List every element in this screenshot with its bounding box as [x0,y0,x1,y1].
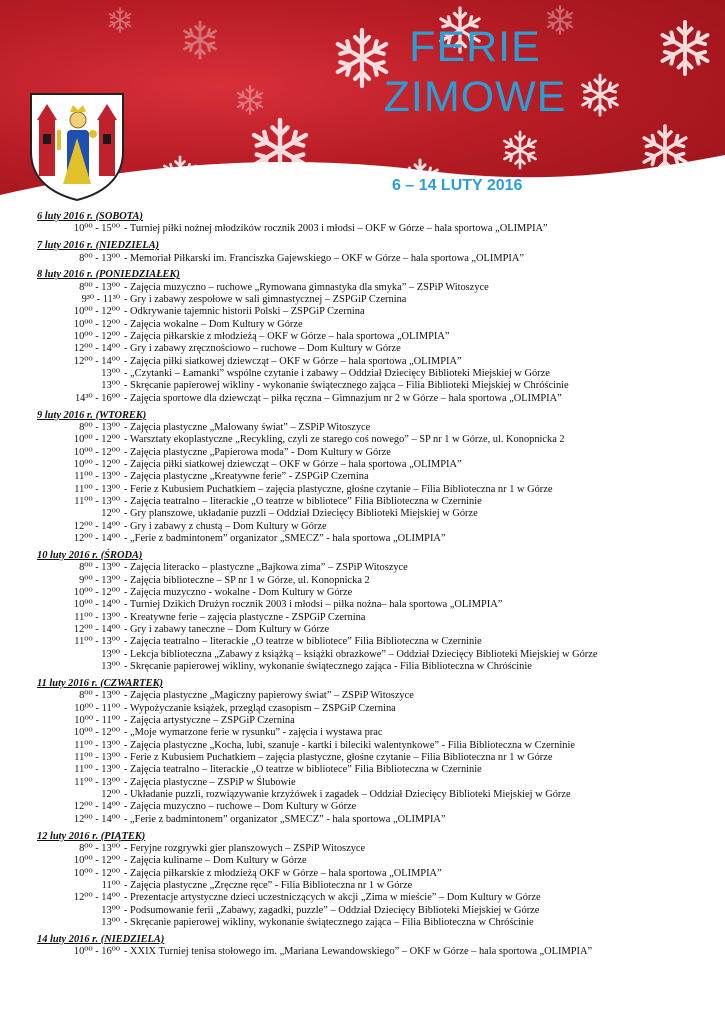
day-heading: 7 luty 2016 r. (NIEDZIELA) [37,240,160,252]
event-row [37,703,717,715]
event-description: - Zajęcia plastyczne – ZSPiP w Ślubowie [124,776,296,788]
event-time: 10⁰⁰ - 12⁰⁰ [73,331,120,343]
event-row [37,649,717,661]
event-time: 11⁰⁰ - 13⁰⁰ [74,483,120,495]
event-dates: 6 – 14 LUTY 2016 [392,177,523,194]
event-description: - Memoriał Piłkarski im. Franciszka Gajewskiego – OKF w Górze – hala sportowa „OLIMPIA” [124,252,524,264]
day-section [37,265,717,405]
day-heading: 12 luty 2016 r. (PIĄTEK) [37,830,146,842]
event-description: - Skręcanie papierowej wikliny, wykonanie świątecznego zająca – Filia Biblioteczna w Chróścinie [124,916,534,928]
event-description: - Zajęcia biblioteczne – SP nr 1 w Górze, ul. Konopnicka 2 [124,574,370,586]
event-time: 10⁰⁰ - 12⁰⁰ [73,459,120,471]
event-description: - Zajęcia plastyczne „Kreatywne ferie” - ZSPGiP Czernina [124,471,369,483]
event-description: - Lekcja biblioteczna „Zabawy z książką – książki obrazkowe” – Oddział Dziecięcy Biblioteki Miejskiej w Górze [124,648,598,660]
event-time: 13⁰⁰ [101,904,120,916]
event-row [37,459,717,471]
event-description: - Gry i zabawy taneczne – Dom Kultury w Górze [124,624,330,635]
event-description: - Zajęcia plastyczne „Malowany świat” – ZSPiP Witoszyce [124,422,371,433]
event-row [37,447,717,459]
event-time: 8⁰⁰ - 13⁰⁰ [79,562,120,574]
event-time: 10⁰⁰ - 12⁰⁰ [73,586,120,598]
event-description: - Zajęcia piłki siatkowej dziewcząt – OKF w Górze – hala sportowa „OLIMPIA” [124,459,462,471]
day-heading: 8 luty 2016 r. (PONIEDZIAŁEK) [37,269,180,281]
event-time: 12⁰⁰ - 14⁰⁰ [73,343,120,355]
event-description: - Gry i zabawy zespołowe w sali gimnastycznej – ZSPGiP Czernina [124,294,407,306]
event-description: - Turniej piłki nożnej młodzików rocznik 2003 i młodsi – OKF w Górze – hala sportowa „OLIMPIA” [124,223,548,235]
event-row [37,777,717,789]
event-time: 12⁰⁰ - 14⁰⁰ [73,520,120,532]
event-time: 12⁰⁰ - 14⁰⁰ [73,355,120,367]
event-description: - Zajęcia plastyczne „Magiczny papierowy świat” – ZSPiP Witoszyce [124,690,414,702]
event-description: - Zajęcia kulinarne – Dom Kultury w Górze [124,855,307,867]
event-description: - Zajęcia plastyczne „Kocha, lubi, szanuje - kartki i bileciki walentynkowe” - Filia Biblioteczna w Czerninie [124,739,575,751]
event-description: - Warsztaty ekoplastyczne „Recykling, czyli ze starego coś nowego” – SP nr 1 w Górze, ul. Konopnicka 2 [124,434,565,446]
event-time: 8⁰⁰ - 13⁰⁰ [79,842,120,854]
event-row [37,946,717,958]
event-time: 10⁰⁰ - 12⁰⁰ [73,727,120,739]
event-time: 13⁰⁰ [101,648,120,660]
event-row [37,496,717,508]
event-description: - Skręcanie papierowej wikliny, wykonanie świątecznego zająca - Filia Biblioteczna w Chróścinie [124,661,532,673]
event-description: - Ferie z Kubusiem Puchatkiem – zajęcia plastyczne, głośne czytanie – Filia Biblioteczna nr 1 w Górze [124,483,553,495]
event-description: - Zajęcia piłkarskie z młodzieżą OKF w Górze – hala sportowa „OLIMPIA” [124,867,442,879]
event-description: - Zajęcia muzyczno - wokalne - Dom Kultury w Górze [124,586,353,598]
event-description: - „Ferie z badmintonem” organizator „SMECZ” - hala sportowa „OLIMPIA” [124,813,446,825]
event-row [37,715,717,727]
event-time: 11⁰⁰ - 13⁰⁰ [74,739,120,751]
event-row [37,727,717,739]
event-time: 10⁰⁰ - 11⁰⁰ [74,714,120,726]
event-time: 8⁰⁰ - 13⁰⁰ [79,281,120,293]
event-description: - „Ferie z badmintonem” organizator „SMECZ” - hala sportowa „OLIMPIA” [124,533,446,545]
event-time: 11⁰⁰ - 13⁰⁰ [74,776,120,788]
event-row [37,740,717,752]
event-time: 12⁰⁰ [101,788,120,800]
title-line-2: ZIMOWE [383,73,567,121]
event-row [37,752,717,764]
event-row [37,843,717,855]
event-description: - Zajęcia artystyczne – ZSPGiP Czernina [124,714,295,726]
event-row [37,690,717,702]
snowflake-icon [663,22,708,74]
event-time: 12⁰⁰ - 14⁰⁰ [73,801,120,813]
event-row [37,223,717,235]
page-title [360,22,590,122]
day-section [37,211,717,236]
day-heading: 6 luty 2016 r. (SOBOTA) [37,211,143,222]
event-time: 10⁰⁰ - 15⁰⁰ [73,223,120,235]
event-description: - Zajęcia teatralno – literackie „O teatrze w bibliotece” Filia Biblioteczna w Czerninie [124,636,482,648]
event-time: 10⁰⁰ - 11⁰⁰ [74,702,120,714]
event-time: 9⁰⁰ - 13⁰⁰ [79,574,120,586]
event-row [37,814,717,826]
event-row [37,905,717,917]
event-row [37,917,717,929]
event-time: 13⁰⁰ [101,661,120,673]
event-row [37,599,717,611]
event-time: 10⁰⁰ - 12⁰⁰ [73,318,120,330]
event-description: - Zajęcia teatralno – literackie „O teatrze w bibliotece” Filia Biblioteczna w Czerninie [124,496,482,508]
event-time: 12⁰⁰ - 14⁰⁰ [73,813,120,825]
event-description: - Gry planszowe, układanie puzzli – Oddział Dziecięcy Biblioteki Miejskiej w Górze [124,508,478,520]
event-time: 13⁰⁰ [101,368,120,380]
event-time: 11⁰⁰ - 13⁰⁰ [74,496,120,508]
event-row [37,306,717,318]
event-time: 13⁰⁰ [101,916,120,928]
event-time: 10⁰⁰ - 12⁰⁰ [73,306,120,318]
coat-of-arms-icon [27,90,127,202]
event-row [37,319,717,331]
event-time: 14³⁰ - 16⁰⁰ [74,392,120,404]
day-heading: 11 luty 2016 r. (CZWARTEK) [37,677,163,689]
event-time: 11⁰⁰ - 13⁰⁰ [74,751,120,763]
event-description: - Podsumowanie ferii „Zabawy, zagadki, puzzle” – Oddział Dziecięcy Biblioteki Miejskiej w Górze [124,904,540,916]
event-description: - Zajęcia teatralno – literackie „O teatrze w bibliotece” Filia Biblioteczna w Czerninie [124,764,482,776]
event-row [37,484,717,496]
event-row [37,801,717,813]
event-description: - Zajęcia literacko – plastyczne „Bajkowa zima” – ZSPiP Witoszyce [124,562,408,574]
event-row [37,356,717,368]
event-description: - Zajęcia piłki siatkowej dziewcząt – OKF w Górze – hala sportowa „OLIMPIA” [124,355,462,367]
event-description: - Zajęcia muzyczno – ruchowe – Dom Kultury w Górze [124,801,357,813]
day-heading: 9 luty 2016 r. (WTOREK) [37,409,147,421]
event-row [37,471,717,483]
event-time: 8⁰⁰ - 13⁰⁰ [79,690,120,702]
day-section [37,826,717,929]
day-section [37,236,717,265]
event-description: - Skręcanie papierowej wikliny - wykonanie świątecznego zająca – Filia Biblioteki Miejskiej w Chróścinie [124,380,569,392]
event-description: - Zajęcia muzyczno – ruchowe „Rymowana gimnastyka dla smyka” – ZSPiP Witoszyce [124,281,489,293]
event-row [37,294,717,306]
event-description: - Odkrywanie tajemnic historii Polski – ZSPGiP Czernina [124,306,365,318]
event-row [37,253,717,265]
event-row [37,422,717,434]
event-row [37,789,717,801]
event-time: 10⁰⁰ - 12⁰⁰ [73,434,120,446]
event-row [37,521,717,533]
event-row [37,331,717,343]
event-description: - XXIX Turniej tenisa stołowego im. „Mariana Lewandowskiego” – OKF w Górze – hala sportowa „OLIMPIA” [124,946,593,958]
day-heading: 10 luty 2016 r. (ŚRODA) [37,549,143,561]
event-row [37,624,717,636]
schedule [37,211,717,958]
event-time: 11⁰⁰ - 13⁰⁰ [74,611,120,623]
event-description: - Zajęcia sportowe dla dziewcząt – piłka ręczna – Gimnazjum nr 2 w Górze – hala sportowa „OLIMPIA” [124,392,562,404]
event-description: - Zajęcia plastyczne „Zręczne ręce” - Filia Biblioteczna nr 1 w Górze [124,879,413,891]
event-time: 10⁰⁰ - 14⁰⁰ [73,599,120,611]
event-time: 10⁰⁰ - 12⁰⁰ [73,446,120,458]
event-description: - Prezentacje artystyczne dzieci uczestniczących w akcji „Zima w mieście” – Dom Kultury w Górze [124,892,541,904]
event-time: 12⁰⁰ [101,508,120,520]
event-time: 12⁰⁰ - 14⁰⁰ [73,533,120,545]
event-row [37,764,717,776]
event-row [37,562,717,574]
event-row [37,533,717,545]
event-row [37,868,717,880]
event-row [37,282,717,294]
event-time: 8⁰⁰ - 13⁰⁰ [79,252,120,264]
event-row [37,575,717,587]
event-time: 12⁰⁰ - 14⁰⁰ [73,624,120,635]
day-section [37,673,717,826]
event-description: - Gry i zabawy zręcznościowo – ruchowe – Dom Kultury w Górze [124,343,401,355]
event-description: - Turniej Dzikich Drużyn rocznik 2003 i młodsi – piłka nożna– hala sportowa „OLIMPIA” [124,599,503,611]
event-description: - Feryjne rozgrywki gier planszowych – ZSPiP Witoszyce [124,842,366,854]
event-description: - Układanie puzzli, rozwiązywanie krzyżówek i zagadek – Oddział Dziecięcy Biblioteki Miejskiej w Górze [124,788,571,800]
event-time: 11⁰⁰ - 13⁰⁰ [74,471,120,483]
event-time: 11⁰⁰ - 13⁰⁰ [74,764,120,776]
event-row [37,380,717,392]
event-time: 9³⁰ - 11³⁰ [81,294,120,306]
event-row [37,636,717,648]
event-time: 11⁰⁰ - 13⁰⁰ [74,636,120,648]
event-description: - Ferie z Kubusiem Puchatkiem – zajęcia plastyczne, głośne czytanie – Filia Biblioteczna nr 1 w Górze [124,751,553,763]
event-description: - Zajęcia wokalne – Dom Kultury w Górze [124,318,303,330]
event-description: - Gry i zabawy z chustą – Dom Kultury w Górze [124,520,327,532]
event-description: - „Moje wymarzone ferie w rysunku” - zajęcia i wystawa prac [124,727,383,739]
event-row [37,393,717,405]
event-row [37,434,717,446]
event-row [37,343,717,355]
event-row [37,892,717,904]
day-section [37,929,717,958]
event-row [37,612,717,624]
event-row [37,855,717,867]
event-time: 8⁰⁰ - 13⁰⁰ [79,422,120,433]
event-time: 10⁰⁰ - 12⁰⁰ [73,855,120,867]
event-description: - Wypożyczanie książek, przegląd czasopism – ZSPGiP Czernina [124,702,396,714]
event-row [37,587,717,599]
event-description: - Zajęcia plastyczne „Papierowa moda” - Dom Kultury w Górze [124,446,391,458]
event-row [37,368,717,380]
title-line-1: FERIE [409,23,541,71]
event-row [37,880,717,892]
event-description: - Kreatywne ferie – zajęcia plastyczne - ZSPGiP Czernina [124,611,366,623]
event-time: 10⁰⁰ - 12⁰⁰ [73,867,120,879]
event-row [37,661,717,673]
day-heading: 14 luty 2016 r. (NIEDZIELA) [37,933,165,945]
event-time: 13⁰⁰ [101,380,120,392]
event-description: - Zajęcia piłkarskie z młodzieżą – OKF w Górze – hala sportowa „OLIMPIA” [124,331,450,343]
day-section [37,405,717,545]
event-description: - „Czytanki – Łamanki” wspólne czytanie i zabawy – Oddział Dziecięcy Biblioteki Miejskiej w Górze [124,368,550,380]
day-section [37,545,717,673]
event-time: 10⁰⁰ - 16⁰⁰ [73,946,120,958]
event-time: 12⁰⁰ - 14⁰⁰ [73,892,120,904]
event-row [37,508,717,520]
event-time: 11⁰⁰ [101,879,120,891]
